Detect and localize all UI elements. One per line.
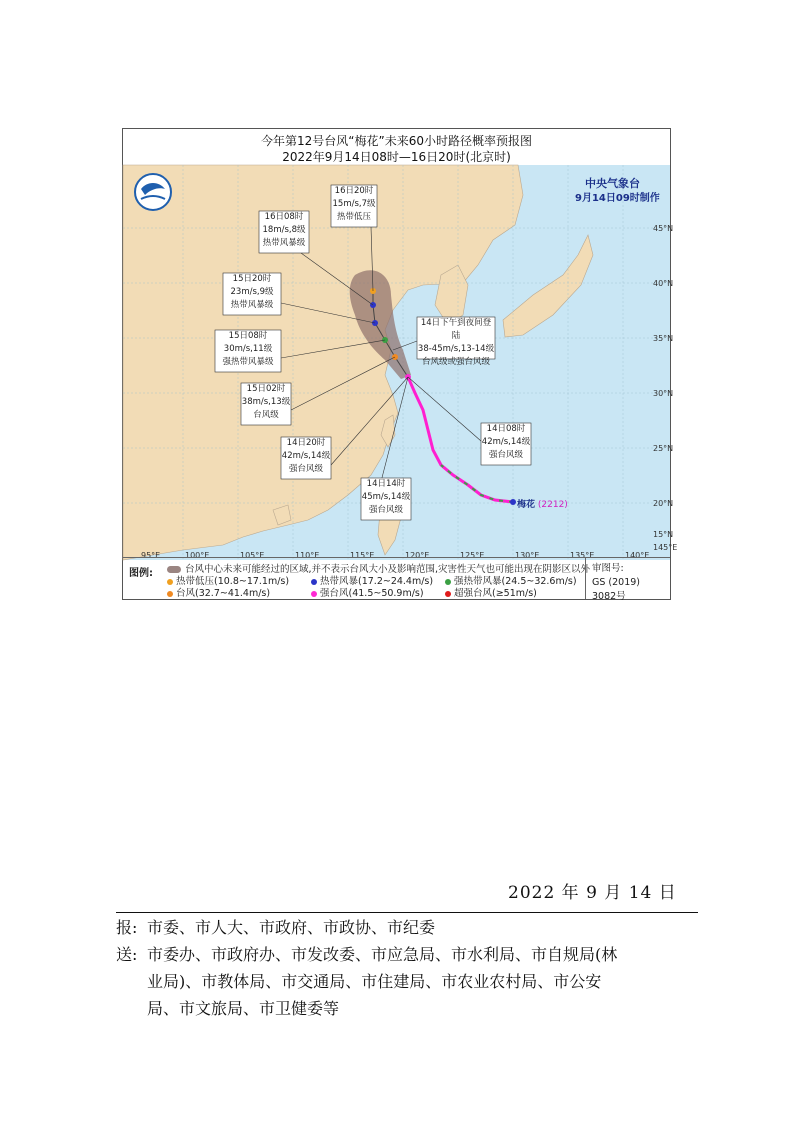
callout-14d20h	[281, 437, 331, 476]
callout-level: 强台风级	[288, 464, 323, 474]
send-recipients	[147, 941, 697, 1022]
review-number: GS (2019) 3082号	[592, 577, 641, 602]
typhoon-label	[517, 497, 568, 510]
callout-level: 热带风暴级	[230, 300, 274, 310]
legend-label: 图例:	[129, 568, 153, 579]
callout-time: 16日08时	[264, 212, 304, 222]
svg-text:35°N: 35°N	[653, 334, 674, 343]
report-recipients: 市委、市人大、市政府、市政协、市纪委	[147, 918, 436, 937]
svg-text:45°N: 45°N	[653, 224, 674, 233]
svg-text:125°E: 125°E	[460, 551, 485, 560]
cma-logo-icon	[135, 174, 171, 210]
callout-time: 16日20时	[334, 186, 374, 196]
callout-wind: 38-45m/s,13-14级	[417, 344, 495, 354]
callout-wind: 38m/s,13级	[241, 397, 291, 407]
svg-text:145°E: 145°E	[653, 543, 678, 552]
svg-text:115°E: 115°E	[350, 551, 375, 560]
map-legend	[123, 557, 670, 600]
callout-level: 强热带风暴级	[222, 357, 274, 367]
send-label: 送:	[116, 945, 138, 964]
callout-wind: 42m/s,14级	[481, 437, 531, 447]
typhoon-name: 梅花	[517, 500, 536, 510]
legend-item-text: 热带低压(10.8~17.1m/s)	[176, 576, 290, 587]
callout-time: 14日20时	[286, 438, 326, 448]
callout-time: 14日下午到夜间登陆	[420, 318, 492, 341]
callout-14d08h	[481, 423, 531, 462]
review-number-box	[585, 558, 670, 602]
svg-text:40°N: 40°N	[653, 279, 674, 288]
svg-text:120°E: 120°E	[405, 551, 430, 560]
svg-text:110°E: 110°E	[295, 551, 320, 560]
callout-16d20h	[331, 185, 377, 224]
svg-text:15°N: 15°N	[653, 530, 674, 539]
callout-wind: 45m/s,14级	[361, 492, 411, 502]
legend-item-text: 强台风(41.5~50.9m/s)	[320, 588, 424, 599]
send-line: 市委办、市政府办、市发改委、市应急局、市水利局、市自规局(林	[147, 945, 618, 964]
callout-wind: 23m/s,9级	[230, 287, 274, 297]
legend-item-ty	[167, 585, 270, 599]
callout-landfall	[417, 317, 495, 369]
divider-line	[116, 912, 698, 913]
callout-wind: 18m/s,8级	[262, 225, 306, 235]
legend-item-super	[445, 585, 537, 599]
send-line: 局、市文旅局、市卫健委等	[147, 999, 340, 1018]
legend-item-text: 超强台风(≥51m/s)	[454, 588, 537, 599]
review-label: 审图号:	[592, 563, 624, 574]
report-label: 报:	[116, 918, 138, 937]
ts-dot-icon	[311, 579, 317, 585]
cone-swatch-icon	[167, 566, 181, 573]
sts-dot-icon	[445, 579, 451, 585]
agency-name: 中央气象台	[585, 177, 640, 190]
legend-cone-text: 台风中心未来可能经过的区域,并不表示台风大小及影响范围,灾害性天气也可能出现在阴影区以外	[185, 564, 591, 575]
callout-level: 强台风级	[488, 450, 523, 460]
callout-15d20h	[223, 273, 281, 312]
send-line: 业局)、市教体局、市交通局、市住建局、市农业农村局、市公安	[147, 972, 602, 991]
callout-15d08h	[215, 330, 281, 369]
callout-16d08h	[259, 211, 309, 250]
callout-wind: 15m/s,7级	[332, 199, 376, 209]
map-title	[123, 133, 670, 165]
td-dot-icon	[167, 579, 173, 585]
callout-level: 台风级或强台风级	[421, 357, 490, 367]
super-dot-icon	[445, 591, 451, 597]
callout-level: 强台风级	[368, 505, 403, 515]
callout-level: 台风级	[253, 410, 279, 420]
svg-text:130°E: 130°E	[515, 551, 540, 560]
svg-text:20°N: 20°N	[653, 499, 674, 508]
svg-text:135°E: 135°E	[570, 551, 595, 560]
svg-text:25°N: 25°N	[653, 444, 674, 453]
sty-dot-icon	[311, 591, 317, 597]
typhoon-track-map	[122, 128, 678, 602]
current-position	[510, 499, 516, 505]
ty-dot-icon	[167, 591, 173, 597]
svg-text:105°E: 105°E	[240, 551, 265, 560]
issued-time: 9月14日09时制作	[575, 193, 660, 204]
map-title-line1: 今年第12号台风“梅花”未来60小时路径概率预报图	[261, 134, 532, 148]
svg-text:140°E: 140°E	[625, 551, 650, 560]
typhoon-id: (2212)	[537, 500, 568, 510]
callout-time: 15日08时	[228, 331, 268, 341]
legend-item-text: 热带风暴(17.2~24.4m/s)	[320, 576, 434, 587]
callout-level: 热带低压	[336, 212, 371, 222]
callout-15d02h	[241, 383, 291, 422]
callout-wind: 30m/s,11级	[223, 344, 273, 354]
legend-item-sty	[311, 585, 424, 599]
svg-text:95°E: 95°E	[141, 551, 161, 560]
legend-item-text: 强热带风暴(24.5~32.6m/s)	[454, 576, 577, 587]
map-title-line2: 2022年9月14日08时—16日20时(北京时)	[282, 150, 511, 164]
callout-time: 14日14时	[366, 479, 406, 489]
svg-text:30°N: 30°N	[653, 389, 674, 398]
callout-time: 14日08时	[486, 424, 526, 434]
document-date: 2022 年 9 月 14 日	[508, 883, 677, 903]
callout-level: 热带风暴级	[262, 238, 306, 248]
callout-wind: 42m/s,14级	[281, 451, 331, 461]
callout-14d14h	[361, 478, 411, 517]
legend-item-text: 台风(32.7~41.4m/s)	[176, 588, 271, 599]
svg-text:100°E: 100°E	[185, 551, 210, 560]
callout-time: 15日02时	[246, 384, 286, 394]
callout-time: 15日20时	[232, 274, 272, 284]
